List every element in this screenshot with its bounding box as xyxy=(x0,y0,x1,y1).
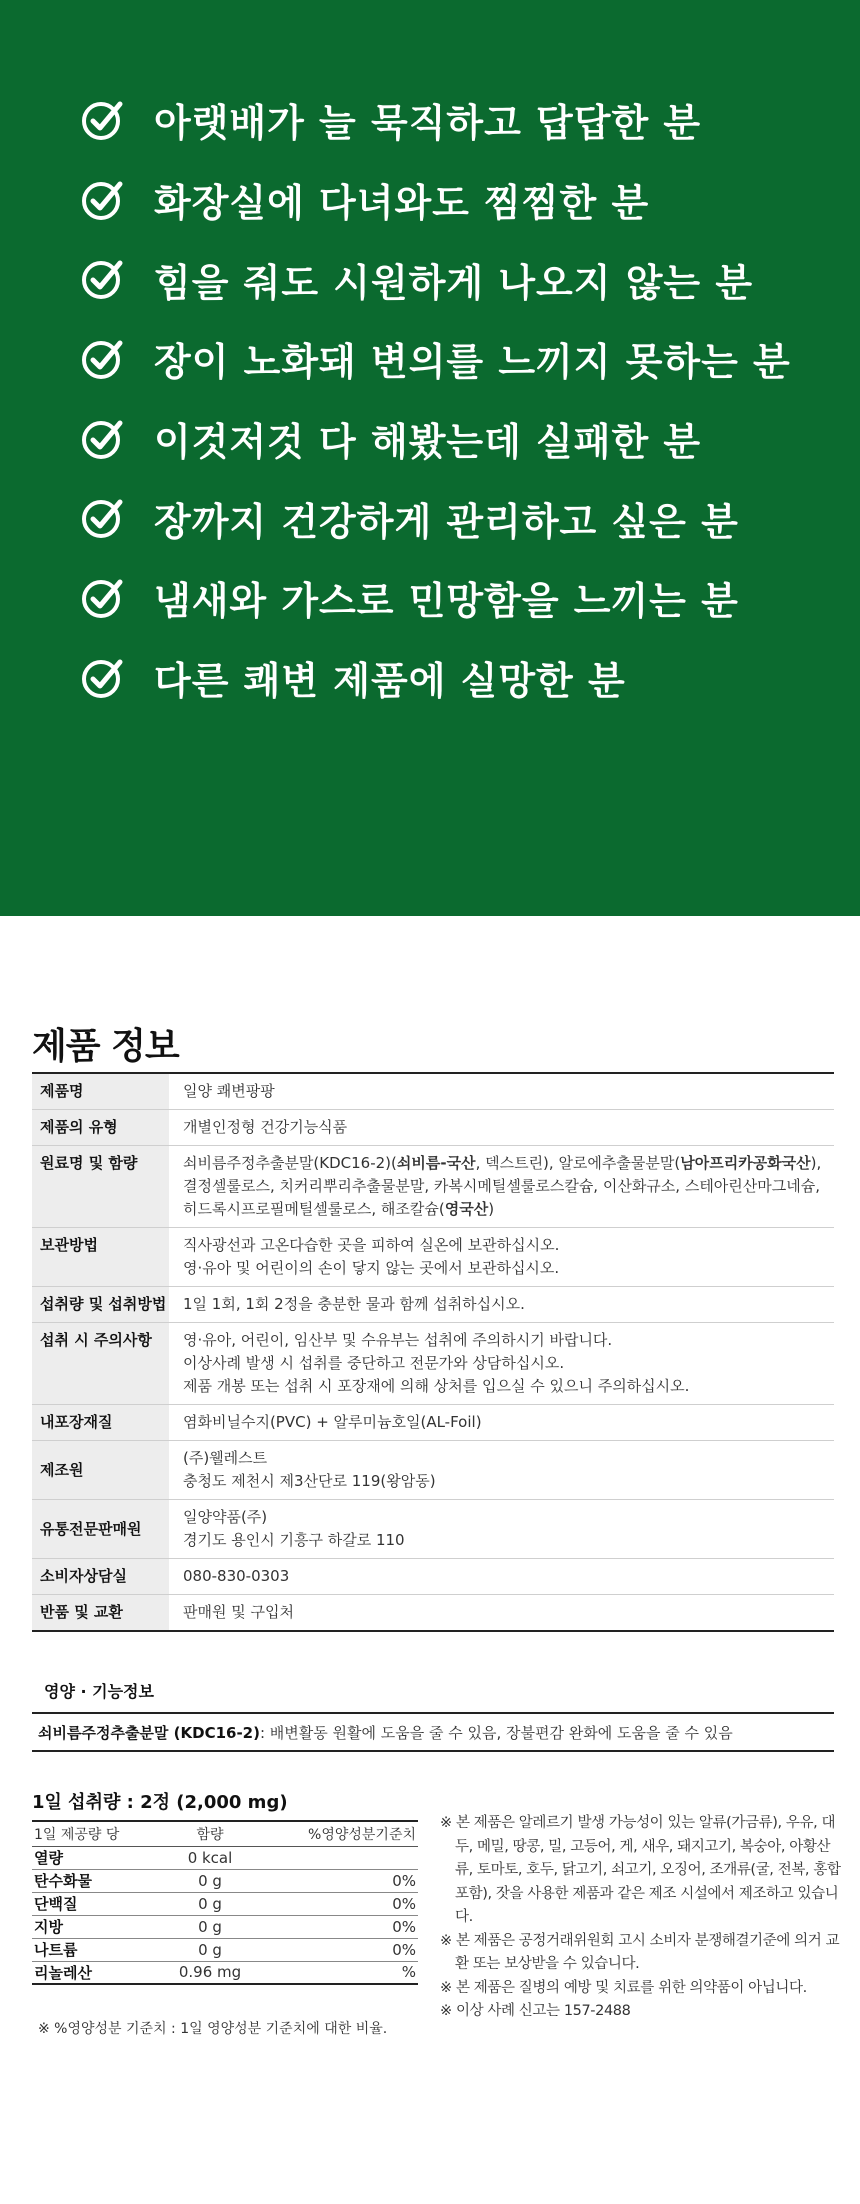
nutrient-name: 탄수화물 xyxy=(32,1869,162,1892)
note-item: ※ 본 제품은 알레르기 발생 가능성이 있는 알류(가금류), 우유, 대두, 메밀, 땅콩, 밀, 고등어, 게, 새우, 돼지고기, 복숭아, 아황산류, 토마토, 호두, 닭고기, 쇠고기, 오징어, 조개류(굴, 전복, 홍합 포함), 잣을 사용한 제품과 같은 제조 시설에서 제조하고 있습니다. xyxy=(440,1815,841,1925)
product-info-title: 제품 정보 xyxy=(32,1026,179,1067)
column-header: %영양성분기준치 xyxy=(258,1821,418,1846)
row-value xyxy=(169,1323,834,1405)
value-line: 영·유아 및 어린이의 손이 닿지 않는 곳에서 보관하십시오. xyxy=(183,1259,560,1277)
ingredient-line: 결정셀룰로스, 치커리뿌리추출물분말, 카복시메틸셀룰로스칼슘, 이산화규소, 스테아린산마그네슘, xyxy=(183,1177,821,1195)
row-value: 일양 쾌변팡팡 xyxy=(169,1073,834,1110)
table-row xyxy=(32,1323,834,1405)
nutrient-name: 지방 xyxy=(32,1915,162,1938)
target-checklist xyxy=(80,80,791,718)
row-label: 제품명 xyxy=(32,1073,169,1110)
row-value: 판매원 및 구입처 xyxy=(183,1603,294,1621)
checklist-text: 다른 쾌변 제품에 실망한 분 xyxy=(154,659,626,704)
value-line: 제품 개봉 또는 섭취 시 포장재에 의해 상처를 입으실 수 있으니 주의하십시오. xyxy=(183,1377,690,1395)
table-row xyxy=(32,1073,834,1110)
checklist-item xyxy=(80,399,791,479)
ingredient-text: 쇠비름주정추출분말(KDC16-2)( xyxy=(183,1154,397,1172)
function-description: : 배변활동 원활에 도움을 줄 수 있음, 장불편감 완화에 도움을 줄 수 있음 xyxy=(259,1723,733,1742)
table-row xyxy=(32,1441,834,1500)
row-value xyxy=(169,1228,834,1287)
function-info-box xyxy=(32,1712,834,1752)
nutrient-amount: 0 g xyxy=(162,1869,258,1892)
table-row xyxy=(32,1892,418,1915)
nutrient-name: 열량 xyxy=(32,1846,162,1869)
row-label: 내포장재질 xyxy=(32,1405,169,1441)
ingredient-line xyxy=(183,1198,834,1221)
ingredient-text: ), xyxy=(810,1154,822,1172)
checklist-text: 장까지 건강하게 관리하고 싶은 분 xyxy=(154,499,739,544)
check-circle-icon xyxy=(80,98,124,142)
nutrient-percent: 0% xyxy=(258,1892,418,1915)
row-label: 반품 및 교환 xyxy=(32,1595,169,1632)
check-circle-icon xyxy=(80,576,124,620)
checklist-item xyxy=(80,160,791,240)
nutrient-name: 리놀레산 xyxy=(34,1963,92,1982)
table-row xyxy=(32,1110,834,1146)
table-row xyxy=(32,1146,834,1228)
check-circle-icon xyxy=(80,496,124,540)
table-row xyxy=(32,1228,834,1287)
checklist-item xyxy=(80,638,791,718)
value-line: 일양약품(주) xyxy=(183,1508,268,1526)
check-circle-icon xyxy=(80,337,124,381)
row-value xyxy=(169,1441,834,1500)
check-circle-icon xyxy=(80,656,124,700)
checklist-item xyxy=(80,478,791,558)
row-label: 섭취 시 주의사항 xyxy=(32,1323,169,1405)
ingredient-line xyxy=(183,1152,834,1175)
hero-banner xyxy=(0,0,860,916)
nutrient-percent xyxy=(258,1846,418,1869)
table-row xyxy=(32,1869,418,1892)
ingredient-text: ) xyxy=(488,1200,495,1218)
caution-notes xyxy=(440,1812,845,2024)
note-item: ※ 이상 사례 신고는 157-2488 xyxy=(440,2003,631,2019)
origin-text: 쇠비름-국산 xyxy=(396,1154,476,1172)
nutrition-footnote: ※ %영양성분 기준치 : 1일 영양성분 기준치에 대한 비율. xyxy=(38,2021,388,2037)
product-info-table xyxy=(32,1072,834,1632)
row-value: 염화비닐수지(PVC) + 알루미늄호일(AL-Foil) xyxy=(169,1405,834,1441)
table-row xyxy=(32,1915,418,1938)
nutrient-amount: 0 g xyxy=(162,1892,258,1915)
nutrient-percent: 0% xyxy=(258,1869,418,1892)
row-value: 개별인정형 건강기능식품 xyxy=(169,1110,834,1146)
table-row xyxy=(32,1500,834,1559)
value-line: 충청도 제천시 제3산단로 119(왕암동) xyxy=(183,1472,436,1490)
value-line: (주)웰레스트 xyxy=(183,1449,268,1467)
nutrition-table xyxy=(32,1820,418,1985)
row-label: 제조원 xyxy=(32,1441,169,1500)
checklist-text: 화장실에 다녀와도 찜찜한 분 xyxy=(154,181,650,226)
check-circle-icon xyxy=(80,417,124,461)
row-value: 080-830-0303 xyxy=(169,1559,834,1595)
functional-ingredient: 쇠비름주정추출분말 (KDC16-2) xyxy=(38,1723,260,1742)
nutrient-percent: % xyxy=(401,1963,416,1982)
row-value xyxy=(169,1500,834,1559)
checklist-item xyxy=(80,558,791,638)
checklist-text: 이것저것 다 해봤는데 실패한 분 xyxy=(154,420,702,465)
row-label: 원료명 및 함량 xyxy=(32,1146,169,1228)
nutrient-amount: 0.96 mg xyxy=(178,1963,242,1982)
checklist-item xyxy=(80,239,791,319)
note-item: ※ 본 제품은 공정거래위원회 고시 소비자 분쟁해결기준에 의거 교환 또는 보상받을 수 있습니다. xyxy=(440,1932,840,1972)
value-line: 영·유아, 어린이, 임산부 및 수유부는 섭취에 주의하시기 바랍니다. xyxy=(183,1331,613,1349)
table-row xyxy=(32,1846,418,1869)
nutrient-amount: 0 kcal xyxy=(162,1846,258,1869)
table-row xyxy=(32,1938,418,1961)
ingredient-text: 히드록시프로필메틸셀룰로스, 해조칼슘( xyxy=(183,1200,445,1218)
checklist-text: 아랫배가 늘 묵직하고 답답한 분 xyxy=(154,101,702,146)
nutrient-percent: 0% xyxy=(258,1938,418,1961)
origin-text: 남아프리카공화국산 xyxy=(680,1154,811,1172)
nutrient-percent: 0% xyxy=(258,1915,418,1938)
table-row xyxy=(32,1595,834,1632)
checklist-text: 장이 노화돼 변의를 느끼지 못하는 분 xyxy=(154,340,791,385)
check-circle-icon xyxy=(80,257,124,301)
table-row xyxy=(32,1961,418,1984)
checklist-text: 냄새와 가스로 민망함을 느끼는 분 xyxy=(154,579,739,624)
row-label: 유통전문판매원 xyxy=(32,1500,169,1559)
table-row xyxy=(32,1559,834,1595)
table-header-row xyxy=(32,1821,418,1846)
table-row xyxy=(32,1405,834,1441)
function-info-title: 영양 · 기능정보 xyxy=(44,1682,154,1701)
row-label: 보관방법 xyxy=(32,1228,169,1287)
value-line: 경기도 용인시 기흥구 하갈로 110 xyxy=(183,1531,405,1549)
nutrient-name: 단백질 xyxy=(32,1892,162,1915)
checklist-text: 힘을 줘도 시원하게 나오지 않는 분 xyxy=(154,260,754,305)
origin-text: 영국산 xyxy=(444,1200,489,1218)
value-line: 직사광선과 고온다습한 곳을 피하여 실온에 보관하십시오. xyxy=(183,1236,560,1254)
nutrient-name: 나트륨 xyxy=(32,1938,162,1961)
serving-size-title: 1일 섭취량 : 2정 (2,000 mg) xyxy=(32,1792,288,1813)
column-header: 1일 제공량 당 xyxy=(32,1821,162,1846)
ingredient-text: , 덱스트린), 알로에추출물분말( xyxy=(475,1154,681,1172)
nutrient-amount: 0 g xyxy=(162,1915,258,1938)
nutrient-amount: 0 g xyxy=(162,1938,258,1961)
row-label: 소비자상담실 xyxy=(32,1559,169,1595)
row-value: 1일 1회, 1회 2정을 충분한 물과 함께 섭취하십시오. xyxy=(169,1287,834,1323)
column-header: 함량 xyxy=(162,1821,258,1846)
row-label: 섭취량 및 섭취방법 xyxy=(32,1287,169,1323)
check-circle-icon xyxy=(80,178,124,222)
checklist-item xyxy=(80,319,791,399)
checklist-item xyxy=(80,80,791,160)
row-value xyxy=(169,1146,834,1228)
row-label: 제품의 유형 xyxy=(32,1110,169,1146)
value-line: 이상사례 발생 시 섭취를 중단하고 전문가와 상담하십시오. xyxy=(183,1354,565,1372)
table-row xyxy=(32,1287,834,1323)
note-item: ※ 본 제품은 질병의 예방 및 치료를 위한 의약품이 아닙니다. xyxy=(440,1979,807,1996)
